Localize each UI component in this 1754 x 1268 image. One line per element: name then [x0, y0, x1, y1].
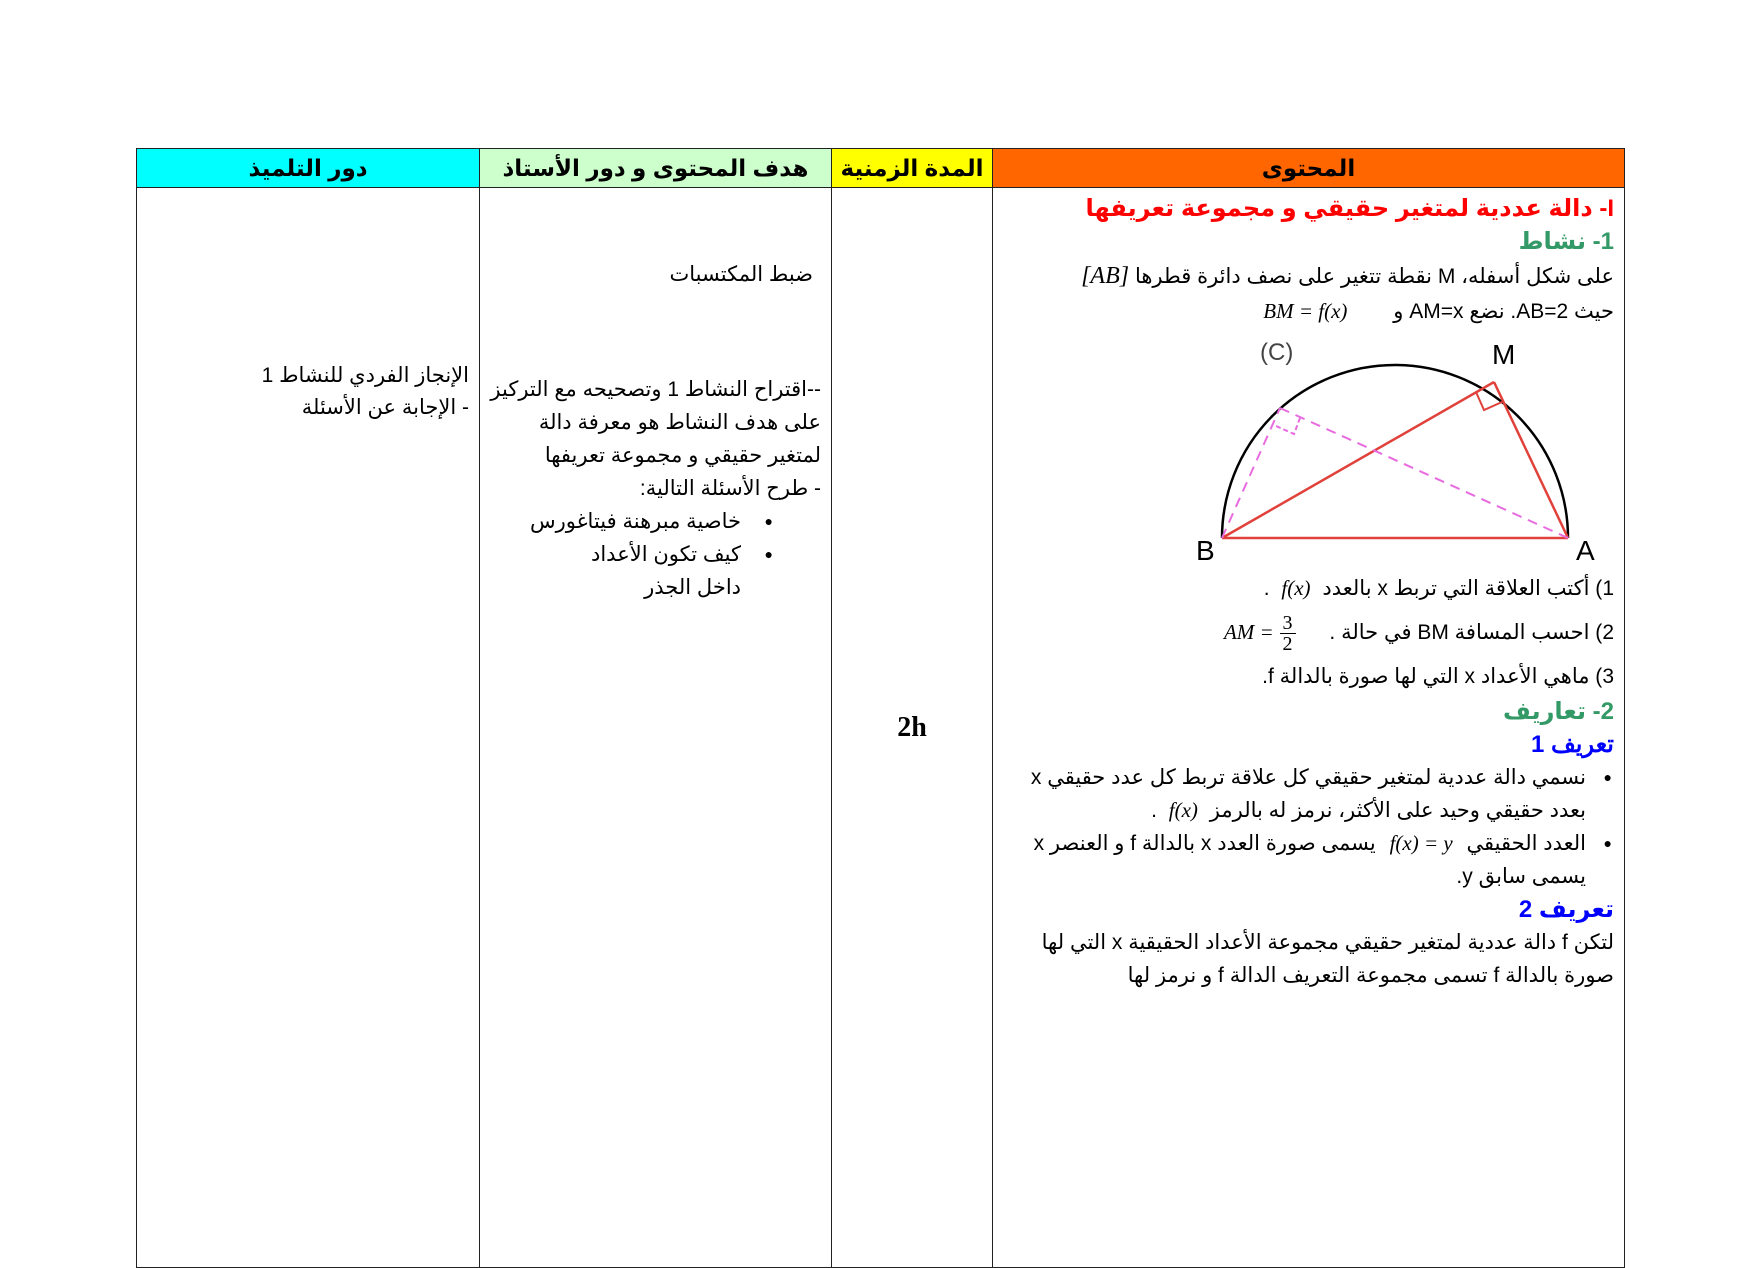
dashed-line-a — [1280, 408, 1568, 538]
segment-am — [1494, 382, 1568, 538]
header-row — [137, 149, 1625, 188]
q2-math: AM = — [1223, 620, 1274, 645]
activity-line-1-math: [AB] — [1081, 263, 1130, 289]
definitions-title: 2- تعاريف — [1503, 698, 1614, 725]
label-c: (C) — [1260, 339, 1294, 366]
definition-1-bullet-1 — [1005, 761, 1614, 827]
q1-text: 1) أكتب العلاقة التي تربط x بالعدد — [1322, 577, 1614, 600]
q1-end: . — [1263, 577, 1270, 600]
section-title: I- دالة عددية لمتغير حقيقي و مجموعة تعريفها — [1085, 195, 1614, 222]
student-line-1: الإنجاز الفردي للنشاط 1 — [261, 364, 469, 387]
label-a: A — [1576, 535, 1595, 566]
header-goal-teacher-role: هدف المحتوى و دور الأستاذ — [480, 149, 832, 188]
def1-bullet2-math: f(x) = y — [1389, 831, 1453, 855]
q2-formula — [1224, 613, 1296, 654]
q2-numerator: 3 — [1280, 613, 1296, 634]
semicircle-diagram — [1194, 334, 1614, 566]
definition-2-title: تعريف 2 — [1518, 896, 1614, 923]
activity-line-2 — [1005, 295, 1614, 328]
duration-value: 2h — [897, 711, 927, 743]
goal-bullet-2: ● كيف تكون الأعداد داخل الجذر — [490, 538, 741, 604]
content-cell — [993, 188, 1625, 1268]
right-angle-m — [1476, 392, 1502, 410]
definition-1-bullet-2 — [1005, 827, 1614, 893]
dashed-line-b — [1222, 408, 1280, 538]
def1-bullet1-math: f(x) — [1168, 798, 1198, 822]
goal-line-1: ضبط المكتسبات — [669, 263, 813, 286]
goal-para-2: --اقتراح النشاط 1 وتصحيحه مع التركيز على هدف النشاط هو معرفة دالة لمتغير حقيقي و مجموعة تعريفها — [490, 378, 821, 467]
q2-denominator: 2 — [1282, 633, 1293, 655]
semicircle-arc — [1222, 365, 1568, 538]
goal-bullet-1: ● خاصية مبرهنة فيتاغورس — [490, 505, 741, 538]
label-m: M — [1492, 339, 1516, 370]
def1-bullet1-end: . — [1151, 799, 1157, 822]
definition-2-text: لتكن f دالة عددية لمتغير حقيقي مجموعة الأعداد الحقيقية x التي لها صورة بالدالة f تسمى مجموعة التعريف الدالة f و نرمز لها — [1041, 931, 1614, 987]
header-duration: المدة الزمنية — [832, 149, 993, 188]
activity-line-2-text: حيث AB=2. نضع AM=x و — [1393, 300, 1614, 323]
student-role-cell — [137, 188, 480, 1268]
question-3: 3) ماهي الأعداد x التي لها صورة بالدالة f. — [1262, 665, 1614, 688]
body-row — [137, 188, 1625, 1268]
lesson-table — [136, 148, 1625, 1268]
goal-bullet-list — [490, 505, 821, 604]
def1-bullet2-b: يسمى صورة العدد x بالدالة f و العنصر x يسمى سابق y. — [1033, 832, 1586, 888]
goal-line-3: - طرح الأسئلة التالية: — [639, 477, 821, 500]
semicircle-figure — [1194, 334, 1614, 566]
segment-bm — [1222, 382, 1494, 538]
header-content: المحتوى — [993, 149, 1625, 188]
activity-line-1-text: على شكل أسفله، M نقطة تتغير على نصف دائرة قطرها — [1134, 265, 1614, 288]
question-2 — [1005, 613, 1614, 654]
student-line-2: - الإجابة عن الأسئلة — [301, 396, 469, 419]
right-angle-c — [1276, 418, 1300, 434]
q2-fraction — [1280, 613, 1296, 654]
goal-paragraph — [480, 291, 831, 604]
duration-cell — [832, 188, 993, 1268]
q1-math: f(x) — [1281, 576, 1311, 600]
activity-line-2-math: BM = f(x) — [1263, 299, 1348, 323]
q2-end: . — [1329, 621, 1336, 645]
def1-bullet2-a: العدد الحقيقي — [1466, 832, 1586, 855]
activity-line-1 — [1005, 260, 1614, 293]
goal-cell — [480, 188, 832, 1268]
question-1 — [1005, 572, 1614, 605]
q2-text: 2) احسب المسافة BM في حالة — [1341, 621, 1614, 645]
label-b: B — [1196, 535, 1215, 566]
def1-bullet1-text: نسمي دالة عددية لمتغير حقيقي كل علاقة تربط كل عدد حقيقي x بعدد حقيقي وحيد على الأكثر، نرمز له بالرمز — [1030, 766, 1586, 822]
activity-title: 1- نشاط — [1518, 228, 1614, 255]
definition-1-title: تعريف 1 — [1530, 731, 1614, 758]
header-student-role: دور التلميذ — [137, 149, 480, 188]
